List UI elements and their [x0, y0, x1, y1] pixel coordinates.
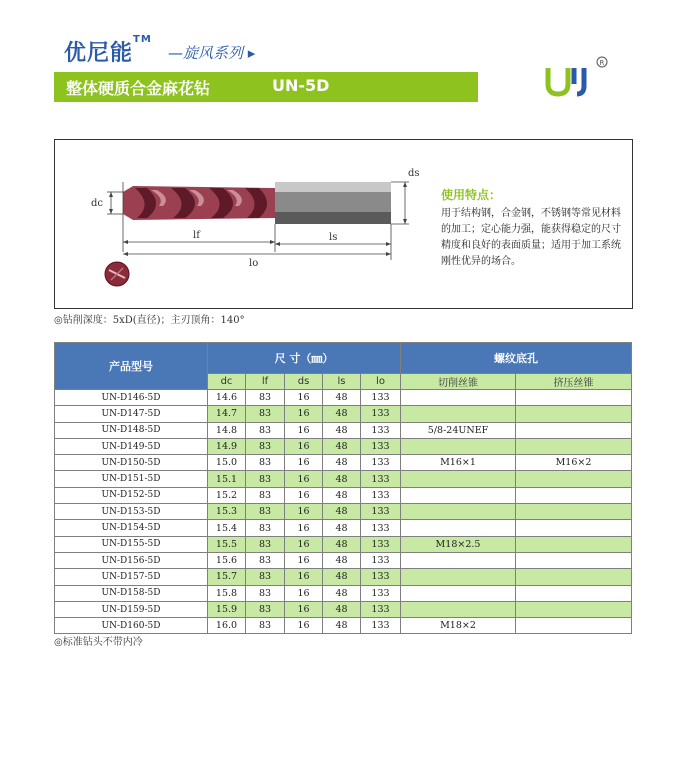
cell-ds: 16	[285, 390, 323, 406]
cell-lf: 83	[246, 618, 285, 634]
cell-forming-tap: M16×2	[516, 455, 632, 471]
cell-lf: 83	[246, 455, 285, 471]
table-row	[55, 536, 632, 552]
cell-ds: 16	[285, 520, 323, 536]
drill-tip-icon	[103, 260, 131, 288]
cell-ds: 16	[285, 422, 323, 438]
table-row	[55, 471, 632, 487]
cell-cutting-tap	[401, 471, 516, 487]
cell-ds: 16	[285, 618, 323, 634]
dim-label-lo: lo	[249, 258, 259, 269]
cell-dc: 14.9	[208, 438, 246, 454]
table-row	[55, 504, 632, 520]
cell-ls: 48	[323, 601, 361, 617]
cell-lf: 83	[246, 390, 285, 406]
cell-model: UN-D158-5D	[55, 585, 208, 601]
cell-forming-tap	[516, 504, 632, 520]
cell-cutting-tap	[401, 406, 516, 422]
cell-cutting-tap	[401, 504, 516, 520]
trademark-mark: TM	[133, 34, 152, 45]
subheader-lo: lo	[361, 374, 401, 390]
cell-cutting-tap	[401, 552, 516, 568]
subheader-ls: ls	[323, 374, 361, 390]
table-row	[55, 601, 632, 617]
cell-dc: 15.3	[208, 504, 246, 520]
cell-cutting-tap: M18×2.5	[401, 536, 516, 552]
svg-text:R: R	[599, 59, 605, 67]
cell-cutting-tap	[401, 585, 516, 601]
table-row	[55, 552, 632, 568]
drill-figure-panel	[54, 139, 633, 309]
cell-ds: 16	[285, 471, 323, 487]
cell-lo: 133	[361, 569, 401, 585]
cell-lo: 133	[361, 520, 401, 536]
cell-lo: 133	[361, 536, 401, 552]
cell-lf: 83	[246, 406, 285, 422]
cell-forming-tap	[516, 536, 632, 552]
header-dims: 尺 寸（㎜）	[208, 343, 401, 374]
cell-model: UN-D150-5D	[55, 455, 208, 471]
cell-lf: 83	[246, 601, 285, 617]
table-row	[55, 487, 632, 503]
table-row	[55, 455, 632, 471]
cell-lo: 133	[361, 471, 401, 487]
cell-dc: 15.7	[208, 569, 246, 585]
table-row	[55, 406, 632, 422]
cell-ds: 16	[285, 455, 323, 471]
title-bar	[54, 72, 478, 102]
dim-label-ls: ls	[329, 232, 338, 243]
coolant-note: ◎标准钻头不带内冷	[54, 637, 143, 648]
features-text: 用于结构钢，合金钢，不锈钢等常见材料的加工；定心能力强，能获得稳定的尺寸精度和良好的表面质量；适用于加工系统刚性优异的场合。	[441, 208, 621, 267]
cell-lf: 83	[246, 422, 285, 438]
cell-model: UN-D156-5D	[55, 552, 208, 568]
cell-ds: 16	[285, 569, 323, 585]
cell-dc: 14.6	[208, 390, 246, 406]
table-header-row	[55, 343, 632, 374]
cell-ds: 16	[285, 438, 323, 454]
cell-ls: 48	[323, 520, 361, 536]
cell-model: UN-D149-5D	[55, 438, 208, 454]
drilling-note: ◎钻削深度：5xD(直径)；主刃顶角：140°	[54, 315, 245, 326]
cell-model: UN-D153-5D	[55, 504, 208, 520]
table-row	[55, 569, 632, 585]
cell-lf: 83	[246, 536, 285, 552]
cell-ls: 48	[323, 585, 361, 601]
cell-lo: 133	[361, 552, 401, 568]
cell-dc: 15.6	[208, 552, 246, 568]
cell-ls: 48	[323, 438, 361, 454]
cell-ds: 16	[285, 536, 323, 552]
cell-forming-tap	[516, 585, 632, 601]
cell-lo: 133	[361, 390, 401, 406]
cell-ls: 48	[323, 455, 361, 471]
cell-lo: 133	[361, 438, 401, 454]
subheader-dc: dc	[208, 374, 246, 390]
cell-model: UN-D160-5D	[55, 618, 208, 634]
cell-ds: 16	[285, 601, 323, 617]
cell-lo: 133	[361, 455, 401, 471]
cell-model: UN-D151-5D	[55, 471, 208, 487]
cell-ls: 48	[323, 422, 361, 438]
cell-ls: 48	[323, 471, 361, 487]
cell-model: UN-D157-5D	[55, 569, 208, 585]
cell-cutting-tap: M18×2	[401, 618, 516, 634]
cell-ds: 16	[285, 504, 323, 520]
cell-cutting-tap	[401, 569, 516, 585]
header-model: 产品型号	[55, 343, 208, 390]
table-row	[55, 438, 632, 454]
cell-forming-tap	[516, 552, 632, 568]
cell-forming-tap	[516, 422, 632, 438]
cell-forming-tap	[516, 390, 632, 406]
cell-cutting-tap: M16×1	[401, 455, 516, 471]
table-row	[55, 585, 632, 601]
cell-lf: 83	[246, 438, 285, 454]
subheader-ds: ds	[285, 374, 323, 390]
cell-dc: 15.1	[208, 471, 246, 487]
cell-lf: 83	[246, 520, 285, 536]
cell-lf: 83	[246, 487, 285, 503]
features-title: 使用特点：	[441, 188, 502, 202]
cell-forming-tap	[516, 438, 632, 454]
cell-lo: 133	[361, 406, 401, 422]
cell-forming-tap	[516, 618, 632, 634]
cell-forming-tap	[516, 520, 632, 536]
cell-ls: 48	[323, 552, 361, 568]
cell-lo: 133	[361, 585, 401, 601]
cell-ds: 16	[285, 487, 323, 503]
cell-ls: 48	[323, 406, 361, 422]
brand-name	[64, 36, 152, 67]
cell-lf: 83	[246, 471, 285, 487]
cell-lf: 83	[246, 504, 285, 520]
cell-dc: 15.8	[208, 585, 246, 601]
table-row	[55, 422, 632, 438]
dim-label-ds: ds	[408, 168, 420, 179]
cell-dc: 15.5	[208, 536, 246, 552]
cell-ds: 16	[285, 552, 323, 568]
cell-dc: 15.4	[208, 520, 246, 536]
cell-lo: 133	[361, 487, 401, 503]
subheader-cutting-tap: 切削丝锥	[401, 374, 516, 390]
cell-forming-tap	[516, 569, 632, 585]
cell-lf: 83	[246, 569, 285, 585]
dim-label-lf: lf	[193, 230, 200, 241]
cell-model: UN-D155-5D	[55, 536, 208, 552]
subheader-forming-tap: 挤压丝锥	[516, 374, 632, 390]
cell-dc: 15.9	[208, 601, 246, 617]
cell-ds: 16	[285, 585, 323, 601]
cell-ls: 48	[323, 487, 361, 503]
cell-lf: 83	[246, 585, 285, 601]
cell-cutting-tap	[401, 601, 516, 617]
spec-table	[54, 342, 632, 634]
dim-label-dc: dc	[91, 198, 104, 209]
cell-forming-tap	[516, 601, 632, 617]
cell-forming-tap	[516, 406, 632, 422]
cell-cutting-tap	[401, 390, 516, 406]
cell-dc: 14.7	[208, 406, 246, 422]
cell-lf: 83	[246, 552, 285, 568]
subheader-lf: lf	[246, 374, 285, 390]
cell-lo: 133	[361, 618, 401, 634]
cell-dc: 15.2	[208, 487, 246, 503]
cell-model: UN-D152-5D	[55, 487, 208, 503]
cell-cutting-tap	[401, 487, 516, 503]
header-thread: 螺纹底孔	[401, 343, 632, 374]
cell-lo: 133	[361, 601, 401, 617]
cell-dc: 15.0	[208, 455, 246, 471]
product-title: 整体硬质合金麻花钻	[66, 79, 211, 98]
company-logo	[544, 54, 612, 100]
brand-text: 优尼能	[64, 41, 134, 66]
cell-cutting-tap	[401, 520, 516, 536]
cell-lo: 133	[361, 504, 401, 520]
cell-cutting-tap: 5/8-24UNEF	[401, 422, 516, 438]
cell-forming-tap	[516, 471, 632, 487]
table-row	[55, 390, 632, 406]
cell-ls: 48	[323, 504, 361, 520]
cell-model: UN-D148-5D	[55, 422, 208, 438]
spec-table-body	[55, 390, 632, 634]
drill-diagram	[85, 152, 445, 300]
cell-ls: 48	[323, 536, 361, 552]
cell-model: UN-D147-5D	[55, 406, 208, 422]
series-label: —旋风系列 ▸	[168, 44, 256, 62]
cell-ds: 16	[285, 406, 323, 422]
cell-forming-tap	[516, 487, 632, 503]
cell-ls: 48	[323, 569, 361, 585]
product-code: UN-5D	[272, 76, 330, 95]
table-row	[55, 520, 632, 536]
cell-model: UN-D159-5D	[55, 601, 208, 617]
table-row	[55, 618, 632, 634]
cell-ls: 48	[323, 618, 361, 634]
cell-cutting-tap	[401, 438, 516, 454]
cell-model: UN-D146-5D	[55, 390, 208, 406]
cell-lo: 133	[361, 422, 401, 438]
cell-dc: 16.0	[208, 618, 246, 634]
cell-dc: 14.8	[208, 422, 246, 438]
cell-model: UN-D154-5D	[55, 520, 208, 536]
cell-ls: 48	[323, 390, 361, 406]
